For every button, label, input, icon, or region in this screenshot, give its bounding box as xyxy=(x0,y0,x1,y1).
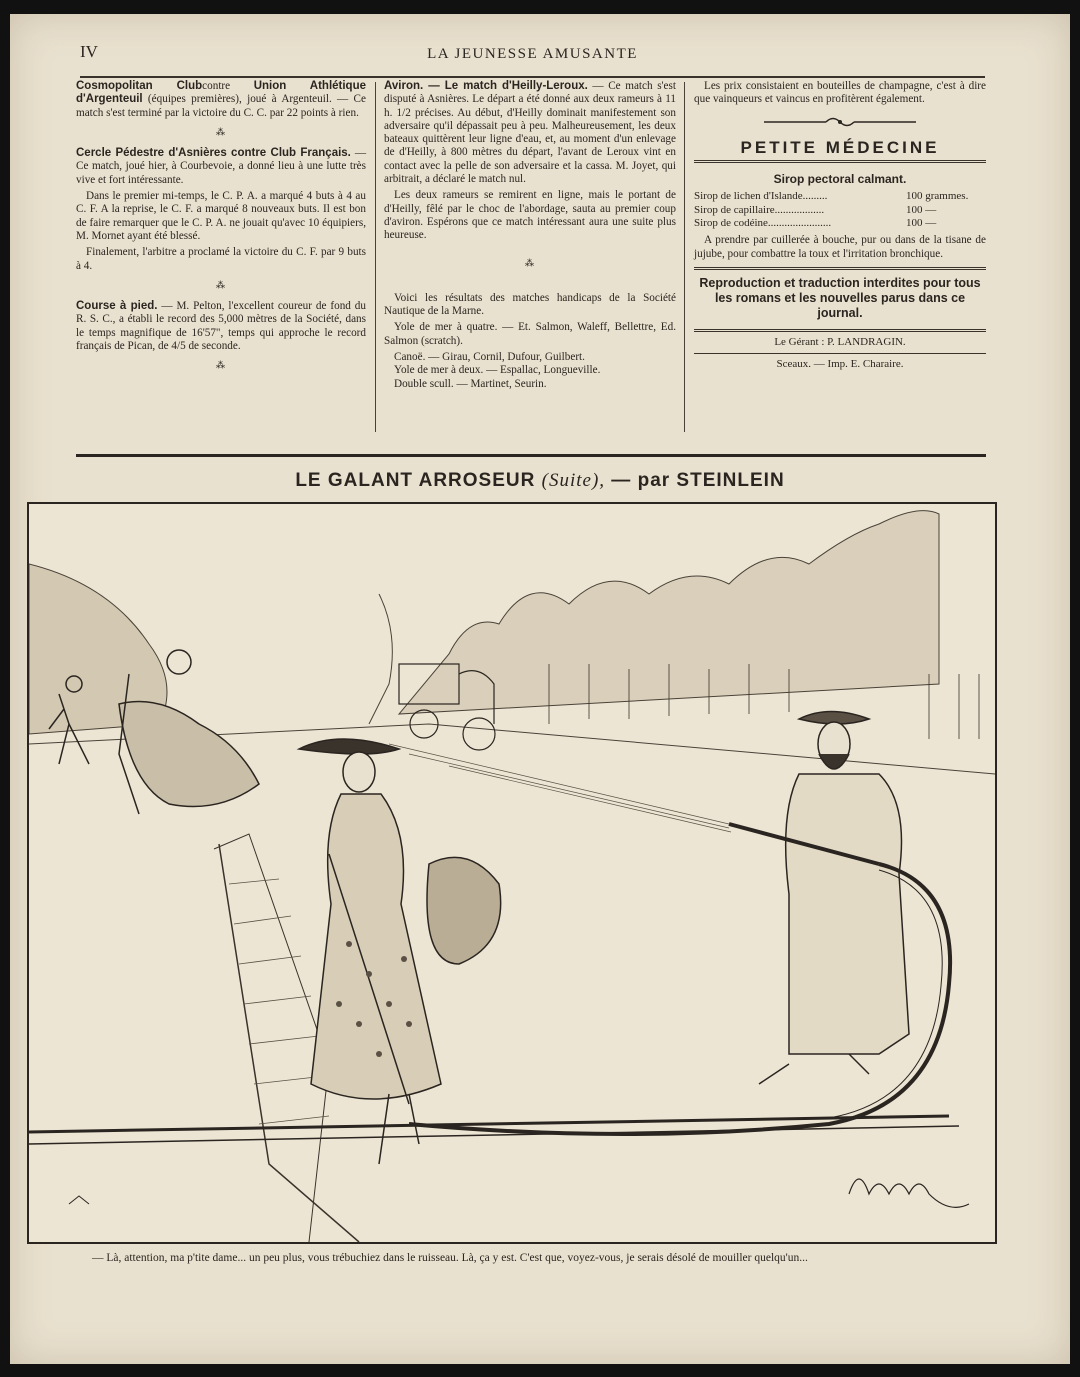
ingredient: Sirop de lichen d'Islande......... xyxy=(694,190,828,203)
section-rule xyxy=(76,454,986,457)
cartoon-title-main: LE GALANT ARROSEUR xyxy=(295,470,536,491)
recipe-title: Sirop pectoral calmant. xyxy=(773,172,907,187)
paragraph-prix: Les prix consistaient en bouteilles de champagne, c'est à dire que vainqueurs et vaincus en profitèrent également. xyxy=(694,80,986,106)
bold-heading: Cercle Pédestre d'Asnières contre Club Français. xyxy=(76,147,351,160)
copyright-notice: Reproduction et traduction interdites pour tous les romans et les nouvelles parus dans ce journal. xyxy=(699,275,981,320)
asterism-icon: ⁂ xyxy=(525,257,535,268)
paragraph-yole-quatre: Yole de mer à quatre. — Et. Salmon, Waleff, Bellettre, Ed. Salmon (scratch). xyxy=(384,321,676,347)
quantity: 100 — xyxy=(906,203,937,216)
section-title: PETITE MÉDECINE xyxy=(740,137,940,157)
paragraph-resultats: Voici les résultats des matches handicaps de la Société Nautique de la Marne. xyxy=(384,291,676,318)
column-medecine xyxy=(694,80,986,376)
ingredient: Sirop de codéine....................... xyxy=(694,217,832,230)
cartoon-title xyxy=(0,470,1080,492)
quantity: 100 grammes. xyxy=(906,190,969,203)
cartoon-title-suite: (Suite), xyxy=(541,470,606,491)
ornament-divider-icon xyxy=(694,115,986,133)
printer-line: Sceaux. — Imp. E. Charaire. xyxy=(776,358,904,371)
recipe-row xyxy=(694,204,986,217)
quantity: 100 — xyxy=(906,217,937,230)
cartoon-illustration xyxy=(27,502,997,1244)
column-divider xyxy=(375,82,376,432)
page-header xyxy=(80,34,985,64)
paragraph-cercle-pedestre xyxy=(76,147,366,187)
cartoon-title-author: — par STEINLEIN xyxy=(605,470,785,491)
rule xyxy=(694,160,986,163)
recipe-list xyxy=(694,190,986,230)
text: — Ce match s'est disputé à Asnières. Le départ a été donné aux deux rameurs à 11 h. 1/2 précises. Au début, d'Heilly dominait manifestement son adversaire qu'il dépassait peu à peu. Malheureusement, les deux bateaux quittèrent leur ligne d'eau, et, au moment d'un enlevage de d'Heilly, à 800 mètres du départ, l'avant de Leroux vint en contact avec la pelle de son adversaire et la cassa. M. Joyet, qui arbitrait, a déclaré le match nul. xyxy=(384,80,676,186)
text: — Ce match, joué hier, à Courbevoie, a donné lieu à une lutte très vive et fort intéressante. xyxy=(76,147,366,186)
header-rule xyxy=(80,76,985,78)
recipe-row xyxy=(694,190,986,203)
asterism-icon: ⁂ xyxy=(216,360,226,371)
paragraph-aviron xyxy=(384,80,676,186)
text: contre xyxy=(202,80,254,92)
column-sports-football xyxy=(76,80,366,381)
paragraph-final: Finalement, l'arbitre a proclamé la victoire du C. F. par 9 buts à 4. xyxy=(76,246,366,272)
bold-heading: Aviron. — Le match d'Heilly-Leroux. xyxy=(384,80,588,92)
rule xyxy=(694,329,986,332)
bold-heading: Union Athlétique d'Argenteuil xyxy=(76,80,367,106)
paragraph-cosmopolitan xyxy=(76,80,366,120)
page-number: IV xyxy=(80,42,98,61)
bold-heading: Cosmopolitan Club xyxy=(76,80,203,92)
recipe-row xyxy=(694,217,986,230)
column-sports-aviron xyxy=(384,80,676,391)
asterism-icon: ⁂ xyxy=(216,279,226,290)
paragraph-score: Dans le premier mi-temps, le C. P. A. a marqué 4 buts à 4 au C. F. A la reprise, le C. F. a marqué 8 nouveaux buts. Il est bon de faire remarquer que le C. P. A. ne jouait qu'avec 10 équipiers, M. Mornet ayant été blessé. xyxy=(76,190,366,242)
text: (équipes premières), joué à Argenteuil. — Ce match s'est terminé par la victoire du C. C. par 22 points à rien. xyxy=(76,93,366,119)
paragraph-dosage: A prendre par cuillerée à bouche, pur ou dans de la tisane de jujube, pour combattre la toux et l'irritation bronchique. xyxy=(694,234,986,260)
cartoon-caption: — Là, attention, ma p'tite dame... un peu plus, vous trébuchiez dans le ruisseau. Là, ça y est. C'est que, voyez-vous, je serais désolé de mouiller quelqu'un... xyxy=(92,1252,808,1264)
paragraph-yole-deux: Yole de mer à deux. — Espallac, Longueville. xyxy=(394,364,601,377)
column-divider xyxy=(684,82,685,432)
ingredient: Sirop de capillaire.................. xyxy=(694,203,825,216)
paragraph-double-scull: Double scull. — Martinet, Seurin. xyxy=(394,377,547,390)
paragraph-course-a-pied xyxy=(76,300,366,353)
bold-heading: Course à pied. xyxy=(76,300,158,313)
rule xyxy=(694,353,986,354)
asterism-icon: ⁂ xyxy=(216,126,226,137)
paragraph-canoe: Canoë. — Girau, Cornil, Dufour, Guilbert. xyxy=(394,351,585,364)
rule xyxy=(694,267,986,270)
paragraph-remirent: Les deux rameurs se remirent en ligne, mais le portant de d'Heilly, fêlé par le choc de l'abordage, sauta au premier coup d'aviron. Espérons que ce match intéressant aura une suite plus heureuse. xyxy=(384,189,676,242)
running-title: LA JEUNESSE AMUSANTE xyxy=(427,46,638,62)
gerant-line: Le Gérant : P. LANDRAGIN. xyxy=(774,335,906,348)
cartoon-drawing xyxy=(29,504,995,1242)
text: — M. Pelton, l'excellent coureur de fond du R. S. C., a établi le record des 5,000 mètres de la Société, dans le temps magnifique de 16'57", temps qui approche le record français de Pican, de 4/5 de seconde. xyxy=(76,300,366,353)
signature-mark xyxy=(849,1179,969,1207)
